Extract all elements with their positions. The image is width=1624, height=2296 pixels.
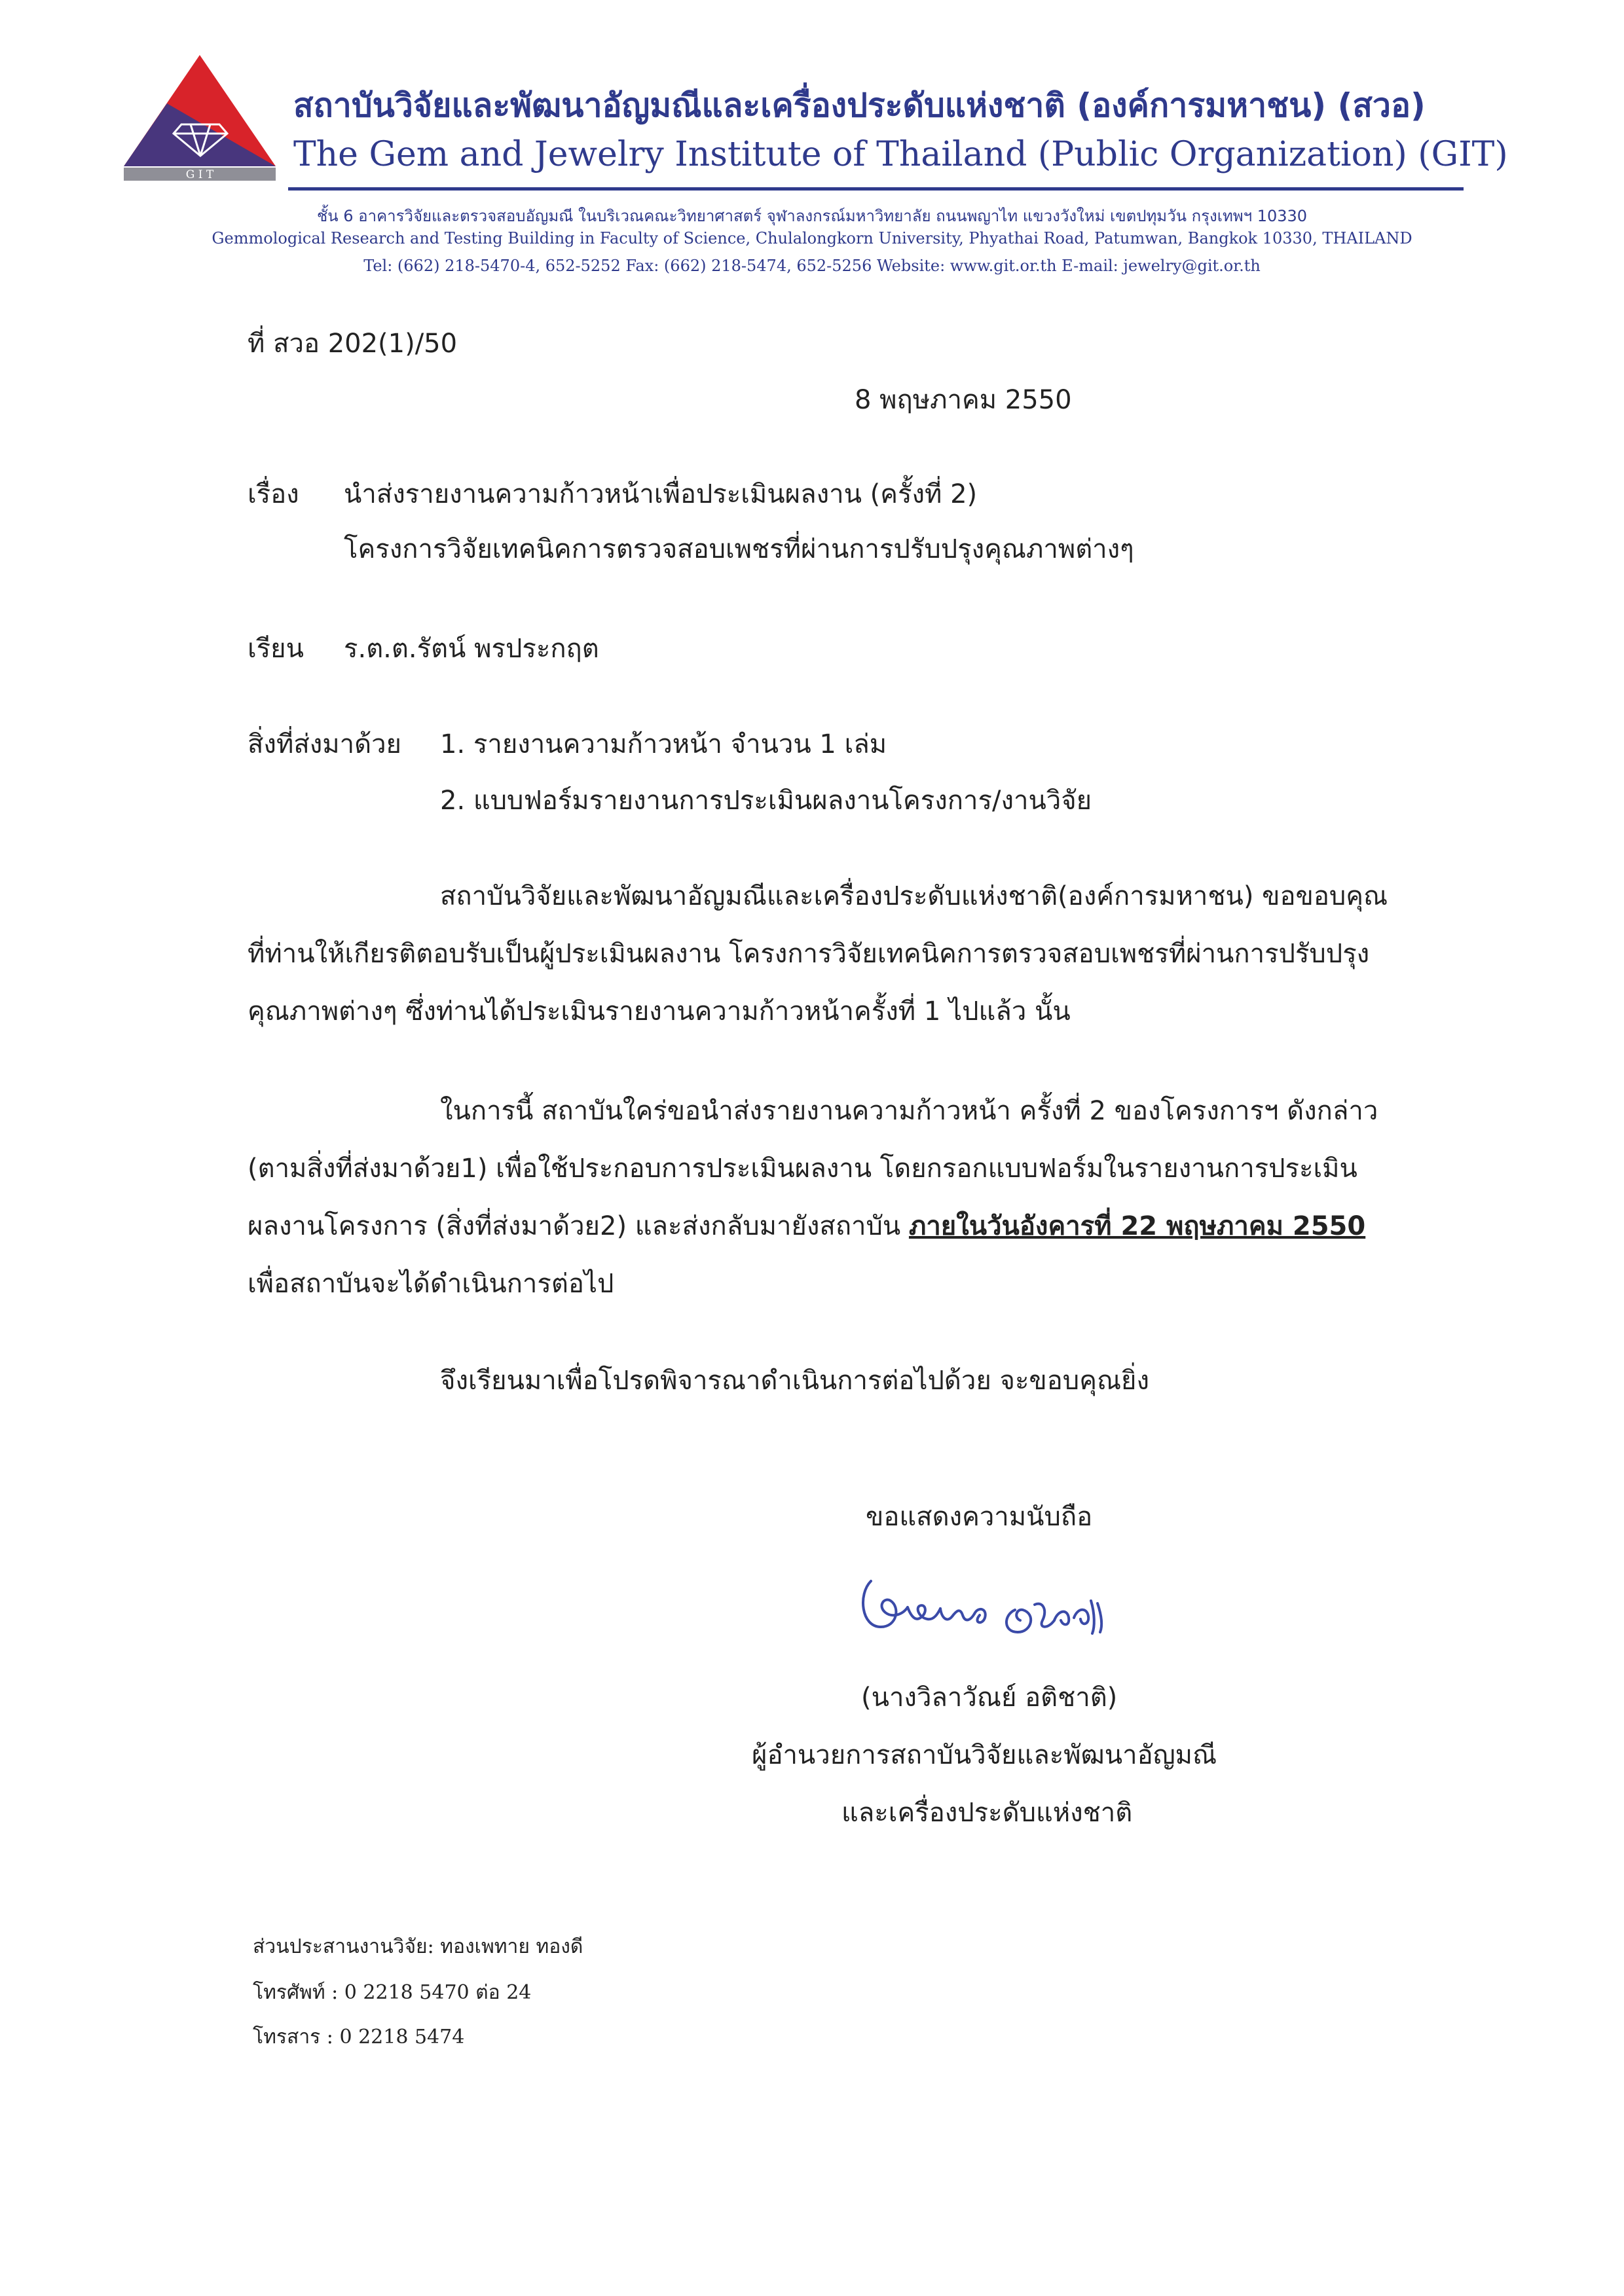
paragraph-2-line-1: ในการนี้ สถาบันใคร่ขอนำส่งรายงานความก้าวหน้า ครั้งที่ 2 ของโครงการฯ ดังกล่าว (440, 1096, 1378, 1126)
paragraph-1-line-2: ที่ท่านให้เกียรติตอบรับเป็นผู้ประเมินผลงาน โครงการวิจัยเทคนิคการตรวจสอบเพชรที่ผ่านการปรับปรุง (248, 939, 1370, 969)
paragraph-2-line-2: (ตามสิ่งที่ส่งมาด้วย1) เพื่อใช้ประกอบการประเมินผลงาน โดยกรอกแบบฟอร์มในรายงานการประเมิน (248, 1154, 1357, 1184)
handwritten-signature (851, 1555, 1153, 1653)
reference-number: ที่ สวอ 202(1)/50 (248, 329, 458, 359)
subject-label: เรื่อง (248, 479, 299, 509)
subject-line-1: นำส่งรายงานความก้าวหน้าเพื่อประเมินผลงาน (ครั้งที่ 2) (344, 479, 978, 509)
coordinator: ส่วนประสานงานวิจัย: ทองเพทาย ทองดี (253, 1935, 583, 1958)
signer-position-line-1: ผู้อำนวยการสถาบันวิจัยและพัฒนาอัญมณี (752, 1740, 1217, 1770)
paragraph-2-line-4: เพื่อสถาบันจะได้ดำเนินการต่อไป (248, 1269, 614, 1299)
enclosure-item-2: 2. แบบฟอร์มรายงานการประเมินผลงานโครงการ/งานวิจัย (440, 786, 1092, 816)
org-name-thai: สถาบันวิจัยและพัฒนาอัญมณีและเครื่องประดับแห่งชาติ (องค์การมหาชน) (สวอ) (293, 86, 1426, 124)
paragraph-2-line-3-text: ผลงานโครงการ (สิ่งที่ส่งมาด้วย2) และส่งกลับมายังสถาบัน (248, 1211, 909, 1241)
paragraph-1-line-3: คุณภาพต่างๆ ซึ่งท่านได้ประเมินรายงานความก้าวหน้าครั้งที่ 1 ไปแล้ว นั้น (248, 996, 1071, 1027)
enclosure-item-1: 1. รายงานความก้าวหน้า จำนวน 1 เล่ม (440, 729, 887, 759)
logo-text: G I T (185, 168, 214, 181)
paragraph-1-line-1: สถาบันวิจัยและพัฒนาอัญมณีและเครื่องประดับแห่งชาติ(องค์การมหาชน) ขอขอบคุณ (440, 881, 1388, 911)
recipient-name: ร.ต.ต.รัตน์ พรประกฤต (344, 634, 599, 664)
git-logo (121, 51, 278, 182)
signer-position-line-2: และเครื่องประดับแห่งชาติ (841, 1798, 1133, 1828)
contact-line: Tel: (662) 218-5470-4, 652-5252 Fax: (662) 218-5474, 652-5256 Website: www.git.or.th E-mail: jewelry@git.or.th (363, 257, 1261, 275)
org-name-english: The Gem and Jewelry Institute of Thailand (Public Organization) (GIT) (293, 135, 1508, 174)
phone: โทรศัพท์ : 0 2218 5470 ต่อ 24 (253, 1981, 532, 2004)
closing-sentence: จึงเรียนมาเพื่อโปรดพิจารณาดำเนินการต่อไปด้วย จะขอบคุณยิ่ง (440, 1366, 1150, 1396)
regards: ขอแสดงความนับถือ (866, 1502, 1093, 1532)
address-english: Gemmological Research and Testing Building in Faculty of Science, Chulalongkorn University, Phyathai Road, Patumwan, Bangkok 10330, THAILAND (212, 229, 1412, 247)
letterhead-divider (288, 187, 1464, 191)
enclosure-label: สิ่งที่ส่งมาด้วย (248, 729, 401, 759)
address-thai: ชั้น 6 อาคารวิจัยและตรวจสอบอัญมณี ในบริเวณคณะวิทยาศาสตร์ จุฬาลงกรณ์มหาวิทยาลัย ถนนพญาไท แขวงวังใหม่ เขตปทุมวัน กรุงเทพฯ 10330 (316, 207, 1308, 225)
fax: โทรสาร : 0 2218 5474 (253, 2026, 465, 2049)
signer-name: (นางวิลาวัณย์ อติชาติ) (861, 1683, 1118, 1713)
subject-line-2: โครงการวิจัยเทคนิคการตรวจสอบเพชรที่ผ่านการปรับปรุงคุณภาพต่างๆ (344, 534, 1134, 564)
letter-date: 8 พฤษภาคม 2550 (855, 385, 1072, 415)
deadline-text: ภายในวันอังคารที่ 22 พฤษภาคม 2550 (908, 1211, 1366, 1241)
paragraph-2-line-3 (248, 1205, 1365, 1247)
recipient-label: เรียน (248, 634, 304, 664)
